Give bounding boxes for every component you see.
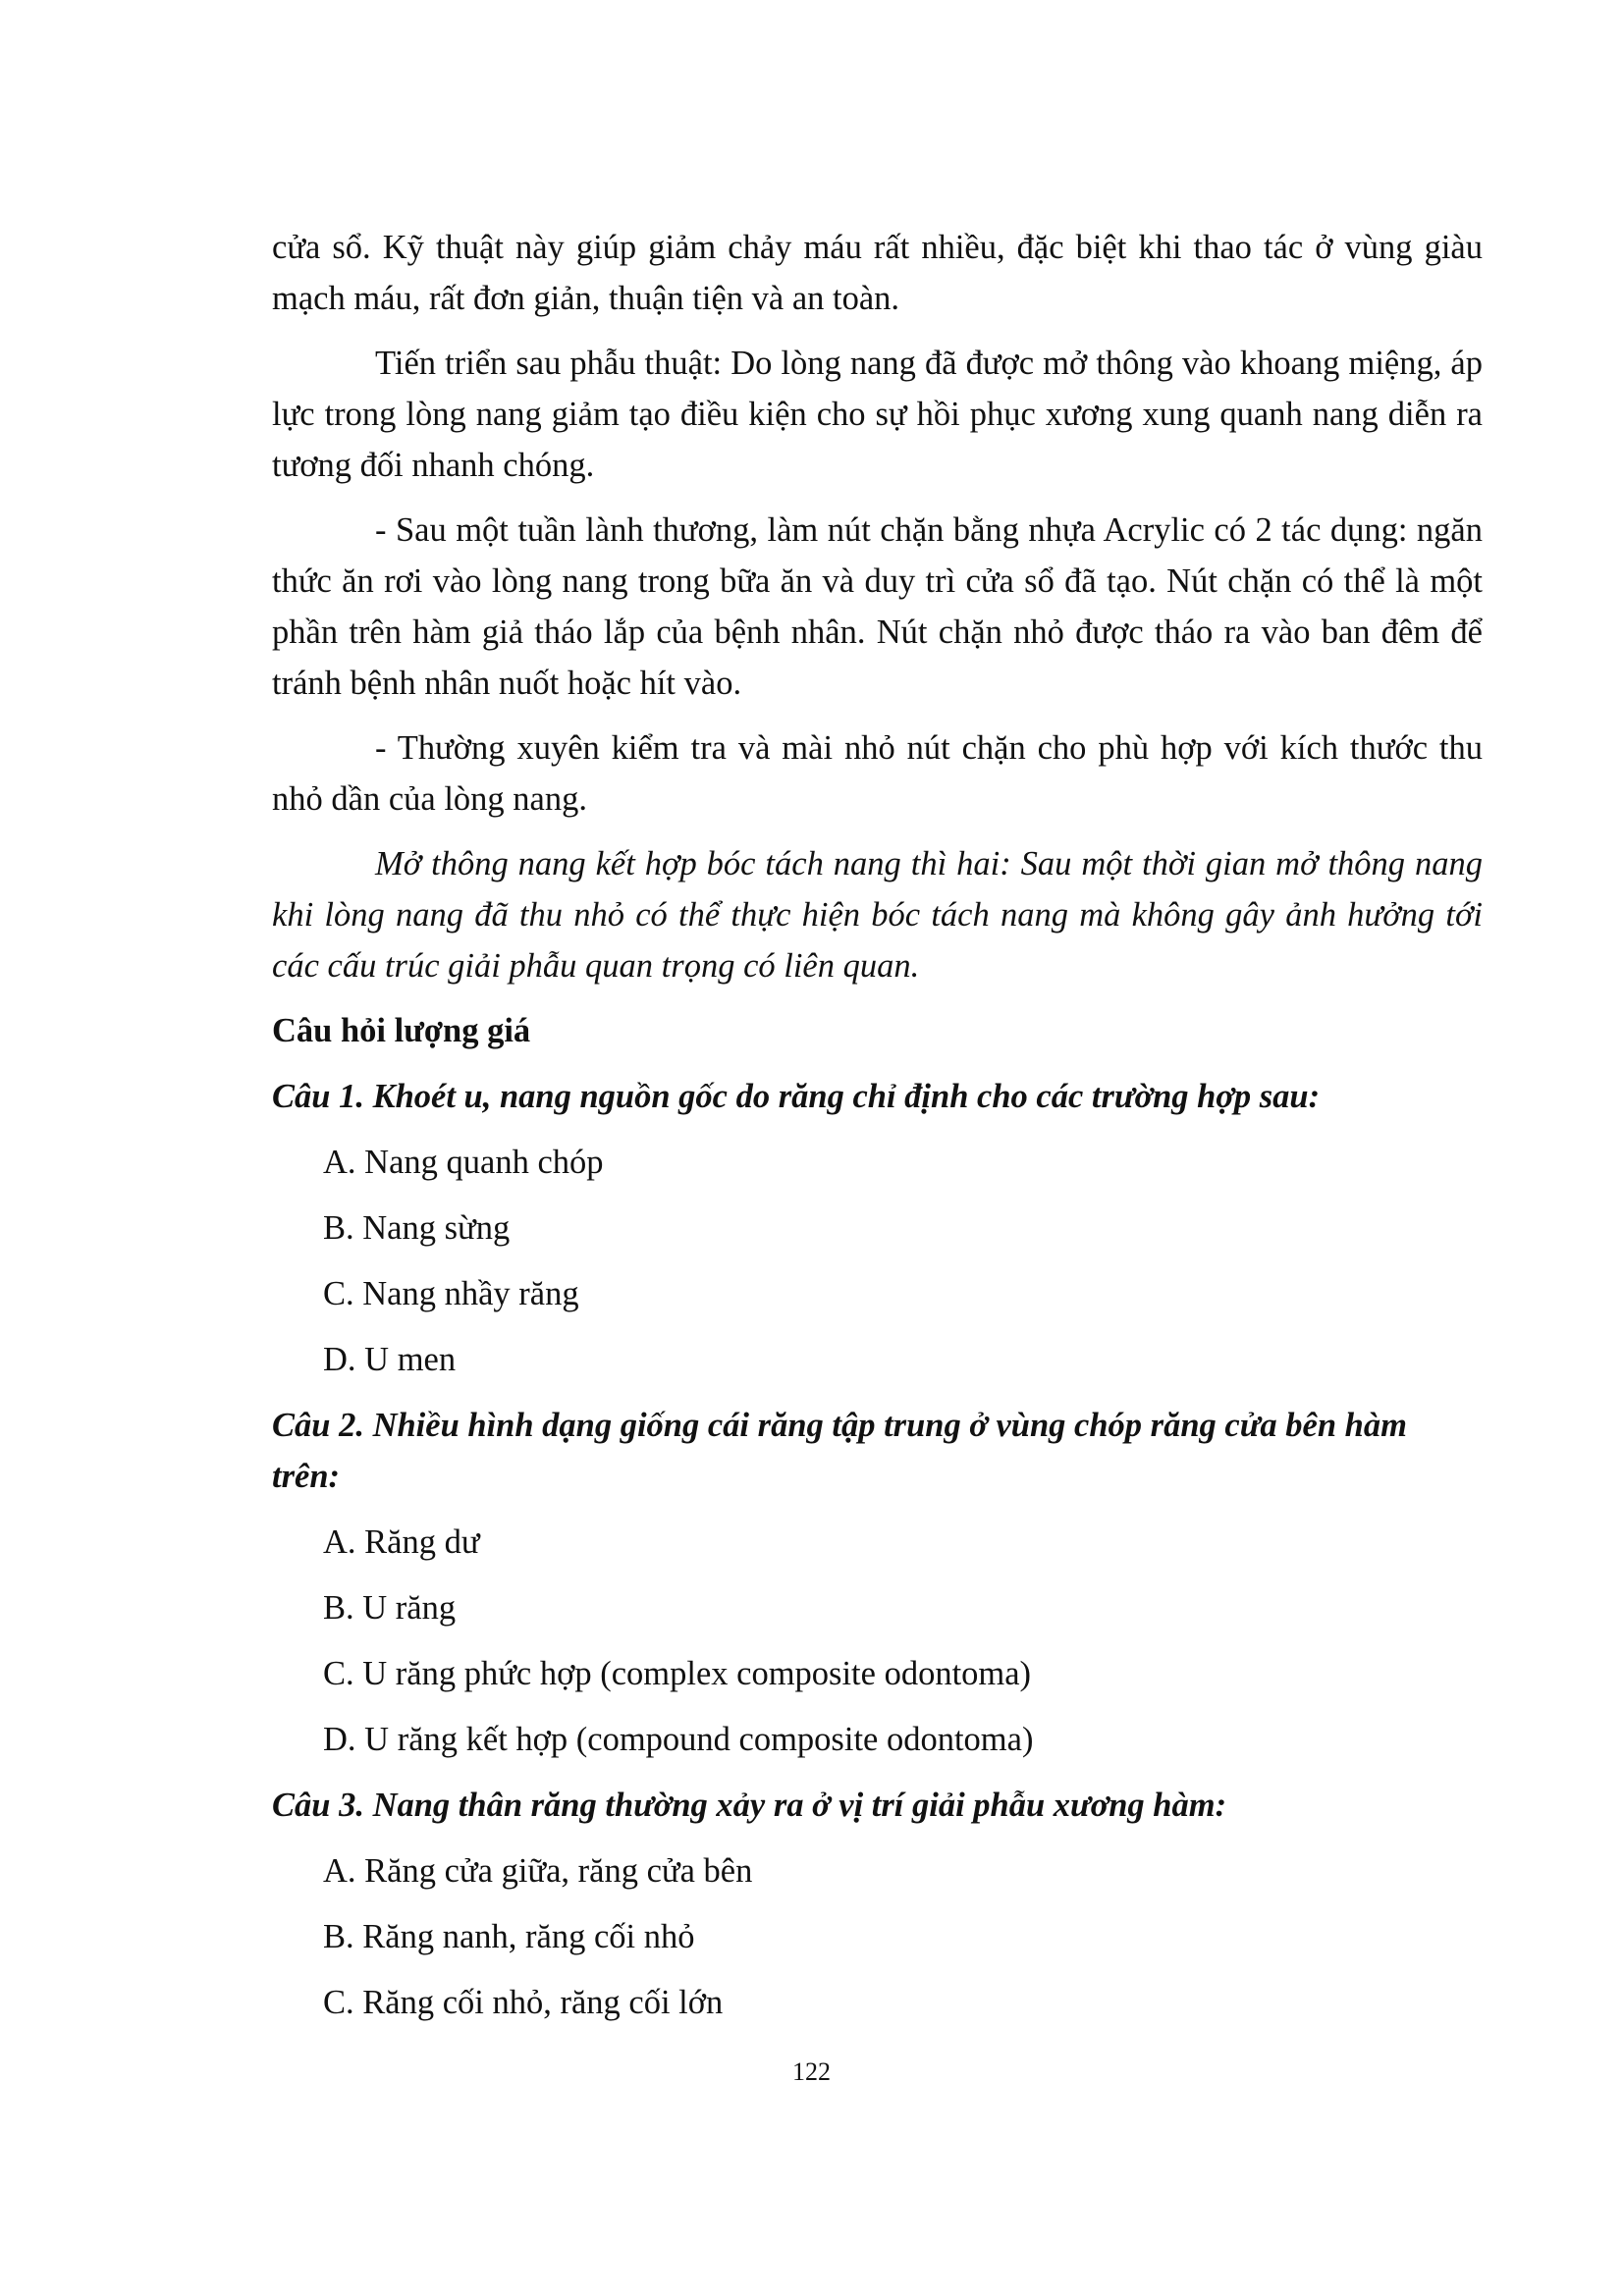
answer-option: D. U men [323,1341,457,1378]
answer-option: B. Răng nanh, răng cối nhỏ [323,1918,695,1955]
page-number: 122 [792,2057,831,2086]
question-block [272,1400,1483,1765]
answer-option: A. Răng cửa giữa, răng cửa bên [323,1852,753,1890]
answer-option: B. Nang sừng [323,1209,511,1247]
answer-option: A. Nang quanh chóp [323,1144,604,1181]
answer-option: C. U răng phức hợp (complex composite odontoma) [323,1655,1032,1692]
body-paragraph: - Thường xuyên kiểm tra và mài nhỏ nút chặn cho phù hợp với kích thước thu nhỏ dần của lòng nang. [272,729,1483,818]
question-block [272,1071,1483,1385]
question-text: Câu 3. Nang thân răng thường xảy ra ở vị trí giải phẫu xương hàm: [272,1787,1227,1824]
body-paragraph: - Sau một tuần lành thương, làm nút chặn bằng nhựa Acrylic có 2 tác dụng: ngăn thức ăn rơi vào lòng nang trong bữa ăn và duy trì cửa sổ đã tạo. Nút chặn có thể là một phần trên hàm giả tháo lắp của bệnh nhân. Nút chặn nhỏ được tháo ra vào ban đêm để tránh bệnh nhân nuốt hoặc hít vào. [272,511,1483,702]
question-text: Câu 2. Nhiều hình dạng giống cái răng tập trung ở vùng chóp răng cửa bên hàm trên: [272,1407,1407,1495]
answer-option: B. U răng [323,1589,457,1627]
body-paragraph-italic: Mở thông nang kết hợp bóc tách nang thì hai: Sau một thời gian mở thông nang khi lòng nang đã thu nhỏ có thể thực hiện bóc tách nang mà không gây ảnh hưởng tới các cấu trúc giải phẫu quan trọng có liên quan. [272,845,1483,985]
body-paragraph: Tiến triển sau phẫu thuật: Do lòng nang đã được mở thông vào khoang miệng, áp lực trong lòng nang giảm tạo điều kiện cho sự hồi phục xương xung quanh nang diễn ra tương đối nhanh chóng. [272,345,1483,484]
body-paragraph: cửa sổ. Kỹ thuật này giúp giảm chảy máu rất nhiều, đặc biệt khi thao tác ở vùng giàu mạch máu, rất đơn giản, thuận tiện và an toàn. [272,229,1483,317]
answer-option: A. Răng dư [323,1523,480,1561]
question-block [272,1780,1483,2028]
answer-option: C. Nang nhầy răng [323,1275,579,1312]
page-content [272,222,1483,2043]
answer-option: D. U răng kết hợp (compound composite odontoma) [323,1721,1034,1758]
question-text: Câu 1. Khoét u, nang nguồn gốc do răng chỉ định cho các trường hợp sau: [272,1078,1321,1115]
answer-option: C. Răng cối nhỏ, răng cối lớn [323,1984,724,2021]
section-heading: Câu hỏi lượng giá [272,1012,531,1049]
